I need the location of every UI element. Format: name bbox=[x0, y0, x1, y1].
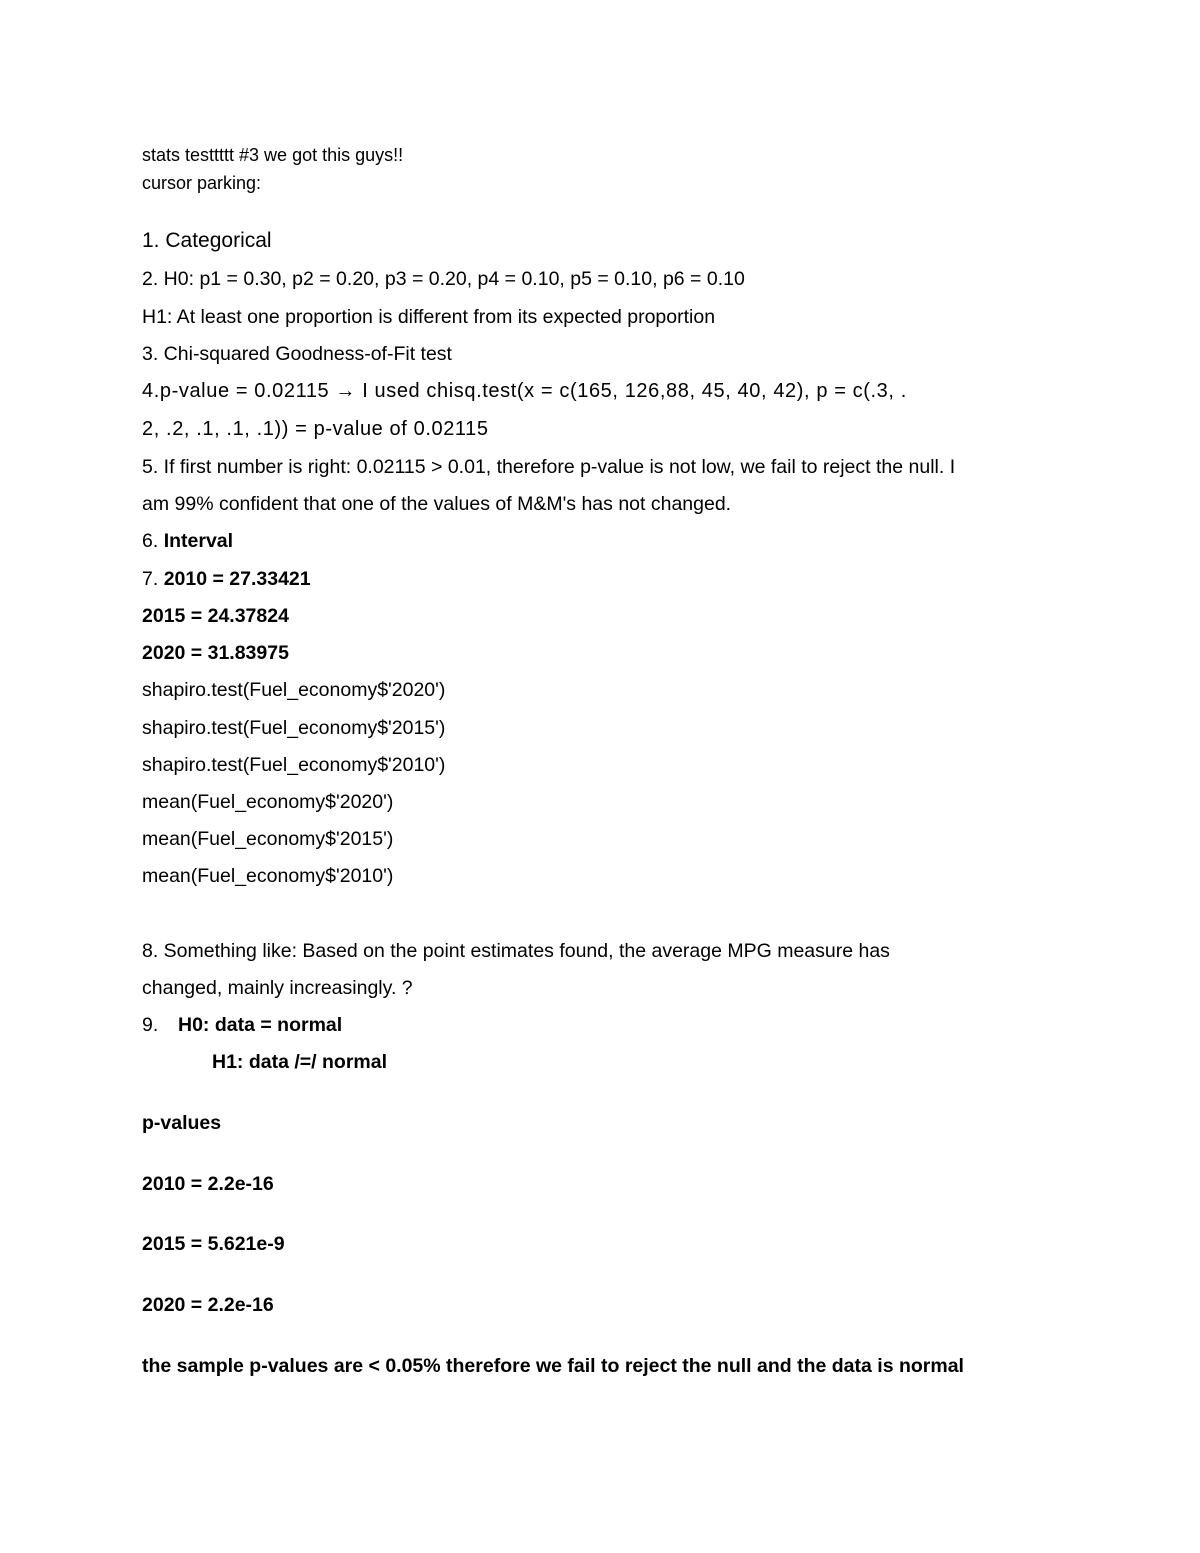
code-line: shapiro.test(Fuel_economy$'2010') bbox=[142, 754, 446, 776]
q9-h1: H1: data /=/ normal bbox=[212, 1051, 388, 1073]
pvalue-2015: 2015 = 5.621e-9 bbox=[142, 1233, 285, 1255]
q7-line bbox=[142, 567, 311, 591]
q1-line bbox=[142, 229, 272, 253]
code-line: mean(Fuel_economy$'2020') bbox=[142, 791, 394, 813]
q1-answer: Categorical bbox=[165, 229, 272, 252]
q7-2020: 2020 = 31.83975 bbox=[142, 642, 289, 664]
q6-number: 6. bbox=[142, 530, 164, 552]
code-line: shapiro.test(Fuel_economy$'2020') bbox=[142, 679, 446, 701]
pvalue-2010: 2010 = 2.2e-16 bbox=[142, 1173, 274, 1195]
q5-line-1: 5. If first number is right: 0.02115 > 0.01, therefore p-value is not low, we fail to reject the null. I bbox=[142, 456, 956, 478]
code-line: shapiro.test(Fuel_economy$'2015') bbox=[142, 717, 446, 739]
q6-answer: Interval bbox=[163, 530, 234, 552]
pvalue-2020: 2020 = 2.2e-16 bbox=[142, 1294, 274, 1316]
cursor-parking-line: cursor parking: bbox=[142, 173, 262, 193]
q9-number: 9. bbox=[142, 1014, 159, 1036]
q7-2010: 2010 = 27.33421 bbox=[163, 568, 311, 590]
q2-h1-line: H1: At least one proportion is different from its expected proportion bbox=[142, 306, 716, 328]
q9-h0: H0: data = normal bbox=[178, 1014, 343, 1036]
q8-line-1: 8. Something like: Based on the point estimates found, the average MPG measure has bbox=[142, 940, 890, 962]
code-line: mean(Fuel_economy$'2015') bbox=[142, 828, 394, 850]
q3-line: 3. Chi-squared Goodness-of-Fit test bbox=[142, 343, 452, 365]
q8-line-2: changed, mainly increasingly. ? bbox=[142, 977, 413, 999]
q4-line-1: 4.p-value = 0.02115 → I used chisq.test(x = c(165, 126,88, 45, 40, 42), p = c(.3, . bbox=[142, 380, 907, 402]
q4-line-2: 2, .2, .1, .1, .1)) = p-value of 0.02115 bbox=[142, 418, 489, 440]
q7-2015: 2015 = 24.37824 bbox=[142, 605, 289, 627]
code-line: mean(Fuel_economy$'2010') bbox=[142, 865, 394, 887]
q5-line-2: am 99% confident that one of the values of M&M's has not changed. bbox=[142, 493, 732, 515]
title-line: stats testtttt #3 we got this guys!! bbox=[142, 145, 404, 165]
q7-number: 7. bbox=[142, 568, 164, 590]
pvalues-heading: p-values bbox=[142, 1112, 222, 1134]
q1-number: 1. bbox=[142, 229, 166, 252]
q6-line bbox=[142, 529, 233, 553]
q2-h0-line: 2. H0: p1 = 0.30, p2 = 0.20, p3 = 0.20, p4 = 0.10, p5 = 0.10, p6 = 0.10 bbox=[142, 268, 745, 290]
conclusion-line: the sample p-values are < 0.05% therefore we fail to reject the null and the data is normal bbox=[142, 1355, 964, 1377]
